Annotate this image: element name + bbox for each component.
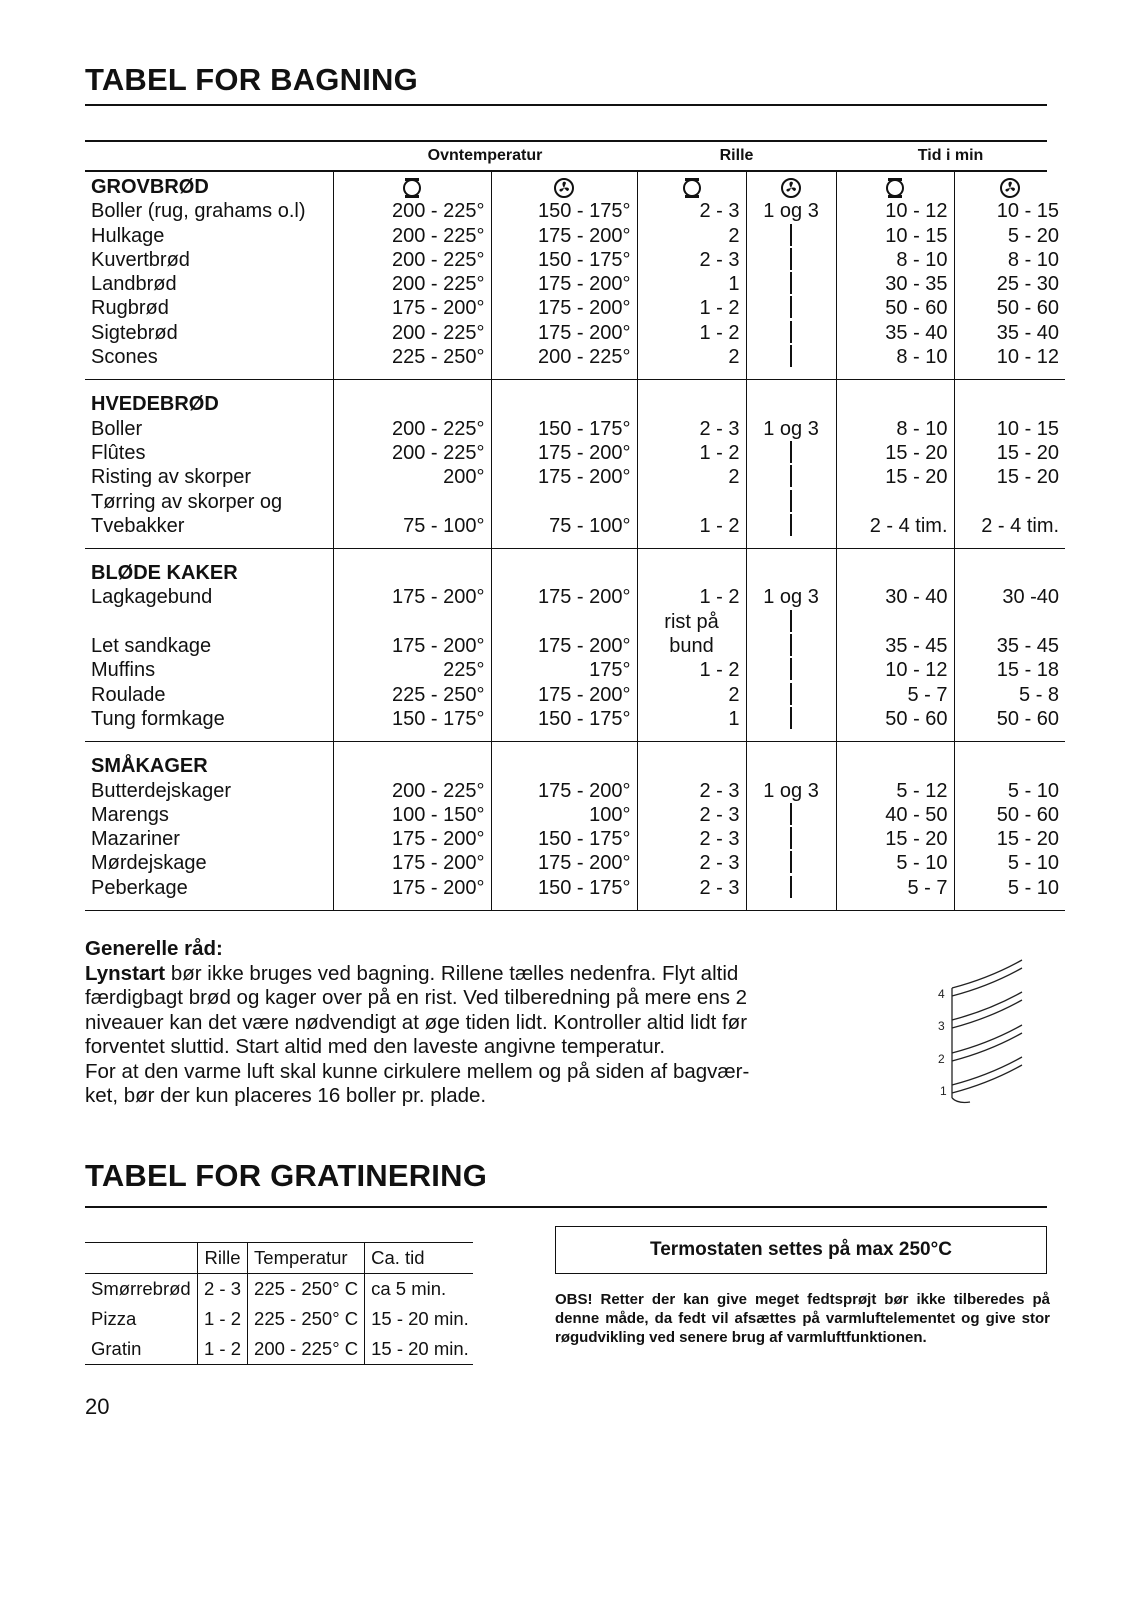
continuation-bar [790, 707, 792, 729]
fan-heat-icon [780, 176, 802, 200]
cell-m1: 5 - 12 [896, 779, 948, 802]
cell-name: Kuvertbrød [91, 248, 190, 271]
cell-name [91, 610, 327, 634]
continuation-bar [790, 224, 792, 246]
cell-name: Roulade [91, 683, 166, 706]
cell-t1: 200 - 225° [391, 248, 485, 271]
cell-name: Muffins [91, 659, 156, 682]
cell-t1: 200 - 225° [391, 321, 485, 344]
spacer [498, 754, 631, 778]
cell-name: Landbrød [91, 273, 177, 296]
continuation-bar [790, 345, 792, 367]
advice-line-5: For at den varme luft skal kunne cirkulere mellem og på siden af bagvær- [85, 1059, 750, 1083]
cell-t2: 175 - 200° [538, 683, 631, 706]
cell-name: Flûtes [91, 441, 146, 464]
continuation-bar [790, 514, 792, 536]
category-name: BLØDE KAKER [91, 562, 238, 585]
cell-m2: 10 - 15 [996, 200, 1060, 223]
advice-line-1: bør ikke bruges ved bagning. Rillene tælles nedenfra. Flyt altid [165, 961, 739, 985]
gratin-cell: Rille [198, 1243, 248, 1274]
cell-r1: bund [669, 635, 714, 658]
spacer [753, 754, 830, 778]
section-2 [85, 549, 1065, 742]
cell-t1: 225 - 250° [391, 346, 485, 369]
advice-line-3: niveauer kan det være nødvendigt at øge tiden lidt. Kontroller altid lidt før [85, 1010, 748, 1034]
conventional-heat-icon [681, 176, 703, 200]
cell-name: Boller [91, 417, 143, 440]
cell-t1 [340, 610, 485, 634]
gratin-header-row [85, 1243, 473, 1274]
cell-t1: 150 - 175° [391, 707, 485, 730]
cell-name: Marengs [91, 803, 169, 826]
spacer [644, 561, 740, 585]
spacer [753, 561, 830, 585]
cell-m2 [961, 610, 1060, 634]
shelf-label-3: 3 [938, 1019, 945, 1033]
conventional-heat-icon [401, 176, 423, 200]
cell-r1: 2 [728, 466, 740, 489]
spacer [961, 392, 1060, 416]
cell-t1: 200 - 225° [391, 200, 485, 223]
cell-t1: 225° [443, 659, 485, 682]
conventional-heat-icon [884, 176, 906, 200]
baking-header-row [85, 141, 1065, 171]
spacer [843, 561, 948, 585]
cell-r2 [753, 321, 830, 345]
continuation-bar [790, 272, 792, 294]
cell-r2 [753, 224, 830, 248]
gratin-cell [85, 1243, 198, 1274]
cell-r2 [753, 296, 830, 320]
cell-t2 [498, 490, 631, 514]
continuation-bar [790, 610, 792, 632]
cell-t2: 175 - 200° [538, 273, 631, 296]
cell-r1: 1 - 2 [699, 297, 740, 320]
gratin-row [85, 1274, 473, 1305]
cell-r2 [753, 610, 830, 634]
spacer [644, 392, 740, 416]
continuation-bar [790, 876, 792, 898]
cell-r2 [753, 441, 830, 465]
section-1 [85, 380, 1065, 549]
cell-name: Scones [91, 346, 158, 369]
cell-m2: 5 - 20 [1007, 224, 1060, 247]
baking-table [85, 141, 1065, 911]
baking-title: TABEL FOR BAGNING [85, 62, 418, 97]
cell-name: Mørdejskage [91, 852, 207, 875]
cell-m1: 10 - 12 [885, 659, 948, 682]
cell-m1: 35 - 40 [885, 321, 948, 344]
cell-t2: 150 - 175° [538, 828, 631, 851]
gratin-title-rule [85, 1206, 1047, 1208]
section-0 [85, 171, 1065, 380]
spacer [340, 392, 485, 416]
cell-r2 [753, 490, 830, 514]
cell-name: Butterdejskager [91, 779, 232, 802]
cell-t2: 100° [589, 803, 631, 826]
cell-r2 [753, 707, 830, 731]
spacer [340, 754, 485, 778]
cell-m2: 50 - 60 [996, 707, 1060, 730]
spacer [498, 561, 631, 585]
cell-m1: 10 - 12 [885, 200, 948, 223]
cell-m2: 35 - 40 [996, 321, 1060, 344]
cell-t1 [340, 490, 485, 514]
gratin-cell: Gratin [85, 1334, 198, 1365]
spacer [843, 754, 948, 778]
continuation-bar [790, 827, 792, 849]
cell-t2: 175 - 200° [538, 297, 631, 320]
cell-r1: 2 - 3 [699, 803, 740, 826]
obs-note: OBS! Retter der kan give meget fedtsprøjt bør ikke tilberedes på denne måde, da fedt vil afsættes på varmluftelementet og give stor røgudvikling ved senere brug af varmluftfunktionen. [555, 1291, 1050, 1346]
continuation-bar [790, 634, 792, 656]
cell-name: Risting av skorper [91, 466, 252, 489]
cell-m2: 15 - 20 [996, 828, 1060, 851]
cell-m2: 50 - 60 [996, 297, 1060, 320]
cell-r2 [753, 345, 830, 369]
cell-r2 [753, 634, 830, 658]
cell-r1: 1 [728, 273, 740, 296]
cell-r2 [753, 876, 830, 900]
cell-t1: 200 - 225° [391, 224, 485, 247]
cell-r2: 1 og 3 [763, 200, 819, 223]
cell-r1: 2 - 3 [699, 779, 740, 802]
continuation-bar [790, 683, 792, 705]
cell-r2: 1 og 3 [763, 417, 819, 440]
cell-t1: 75 - 100° [403, 514, 485, 537]
cell-r2: 1 og 3 [763, 779, 819, 802]
cell-name: Rugbrød [91, 297, 169, 320]
cell-m1: 30 - 40 [885, 586, 948, 609]
gratin-cell: 200 - 225° C [248, 1334, 365, 1365]
cell-t1: 175 - 200° [391, 852, 485, 875]
cell-t2: 150 - 175° [538, 876, 631, 899]
section-3 [85, 742, 1065, 911]
cell-t2: 200 - 225° [538, 346, 631, 369]
column-icon [753, 175, 830, 199]
cell-m1: 35 - 45 [885, 635, 948, 658]
gratin-cell: 1 - 2 [198, 1304, 248, 1334]
gratin-cell: 2 - 3 [198, 1274, 248, 1305]
gratin-cell: Ca. tid [365, 1243, 473, 1274]
cell-t1: 175 - 200° [391, 586, 485, 609]
cell-r1: 1 - 2 [699, 514, 740, 537]
cell-m2: 8 - 10 [1007, 248, 1060, 271]
gratin-cell: 15 - 20 min. [365, 1334, 473, 1365]
cell-t2 [498, 610, 631, 634]
fan-heat-icon [553, 176, 575, 200]
spacer [644, 754, 740, 778]
cell-r2: 1 og 3 [763, 586, 819, 609]
gratin-row [85, 1334, 473, 1365]
cell-t2: 150 - 175° [538, 417, 631, 440]
gratin-table [85, 1242, 473, 1365]
cell-r2 [753, 514, 830, 538]
header-rille: Rille [719, 147, 754, 164]
cell-t1: 200 - 225° [391, 273, 485, 296]
continuation-bar [790, 851, 792, 873]
gratin-cell: 225 - 250° C [248, 1274, 365, 1305]
cell-m1: 15 - 20 [885, 466, 948, 489]
shelf-label-1: 1 [940, 1084, 947, 1098]
cell-m2: 35 - 45 [996, 635, 1060, 658]
cell-t2: 150 - 175° [538, 200, 631, 223]
cell-r1: 2 [728, 224, 740, 247]
cell-m2: 5 - 8 [1019, 683, 1060, 706]
column-icon [644, 175, 740, 199]
cell-m1: 2 - 4 tim. [869, 514, 948, 537]
cell-m1: 40 - 50 [885, 803, 948, 826]
cell-t1: 200 - 225° [391, 441, 485, 464]
advice-lead: Lynstart [85, 961, 166, 985]
column-icon [961, 175, 1060, 199]
general-advice [85, 937, 845, 1109]
header-underline [85, 170, 1047, 172]
column-icon [498, 175, 631, 199]
cell-m1: 8 - 10 [896, 346, 948, 369]
category-name: SMÅKAGER [91, 755, 208, 778]
cell-t2: 150 - 175° [538, 707, 631, 730]
gratin-cell: 225 - 250° C [248, 1304, 365, 1334]
cell-r2 [753, 827, 830, 851]
cell-name: Sigtebrød [91, 321, 178, 344]
continuation-bar [790, 465, 792, 487]
header-time: Tid i min [917, 147, 984, 164]
cell-name: Peberkage [91, 876, 188, 899]
cell-t1: 175 - 200° [391, 635, 485, 658]
cell-t1: 175 - 200° [391, 876, 485, 899]
continuation-bar [790, 490, 792, 512]
cell-r2 [753, 803, 830, 827]
cell-m1: 8 - 10 [896, 248, 948, 271]
cell-r2 [753, 248, 830, 272]
spacer [340, 561, 485, 585]
cell-m2: 15 - 20 [996, 466, 1060, 489]
advice-line-2: færdigbagt brød og kager over på en rist. Ved tilberedning på mere ens 2 [85, 986, 748, 1009]
spacer [498, 392, 631, 416]
shelf-label-2: 2 [938, 1052, 945, 1066]
cell-m1: 5 - 10 [896, 852, 948, 875]
advice-text [85, 962, 845, 1109]
cell-t1: 100 - 150° [391, 803, 485, 826]
cell-m2: 15 - 20 [996, 441, 1060, 464]
continuation-bar [790, 658, 792, 680]
cell-r2 [753, 658, 830, 682]
cell-t2: 175 - 200° [538, 852, 631, 875]
column-icon [843, 175, 948, 199]
spacer [753, 392, 830, 416]
gratin-title: TABEL FOR GRATINERING [85, 1158, 488, 1193]
cell-m2: 5 - 10 [1007, 779, 1060, 802]
gratin-cell: Smørrebrød [91, 1278, 191, 1299]
cell-m1 [843, 490, 948, 514]
gratin-row [85, 1304, 473, 1334]
cell-t1: 225 - 250° [391, 683, 485, 706]
continuation-bar [790, 248, 792, 270]
cell-r1: 2 - 3 [699, 828, 740, 851]
cell-m2: 5 - 10 [1007, 876, 1060, 899]
cell-m1: 50 - 60 [885, 297, 948, 320]
cell-r2 [753, 465, 830, 489]
continuation-bar [790, 296, 792, 318]
cell-t1: 200 - 225° [391, 417, 485, 440]
cell-t2: 175 - 200° [538, 441, 631, 464]
continuation-bar [790, 321, 792, 343]
cell-m1: 30 - 35 [885, 273, 948, 296]
shelf-label-4: 4 [938, 987, 945, 1001]
cell-t1: 200° [443, 466, 485, 489]
cell-m2: 15 - 18 [996, 659, 1060, 682]
cell-r1: 2 - 3 [699, 876, 740, 899]
cell-m1: 15 - 20 [885, 441, 948, 464]
cell-t1: 175 - 200° [391, 828, 485, 851]
cell-r1: 2 [728, 346, 740, 369]
cell-m1: 5 - 7 [907, 876, 948, 899]
advice-heading: Generelle råd: [85, 937, 223, 960]
cell-r1: 1 - 2 [699, 659, 740, 682]
gratin-cell: 1 - 2 [198, 1334, 248, 1365]
cell-name: Lagkagebund [91, 586, 213, 609]
cell-r1: 1 - 2 [699, 586, 740, 609]
oven-shelf-diagram [930, 958, 1030, 1108]
cell-m2: 10 - 15 [996, 417, 1060, 440]
cell-r1: 2 [728, 683, 740, 706]
cell-r1: 1 - 2 [699, 441, 740, 464]
cell-name: Let sandkage [91, 635, 212, 658]
advice-line-4: forventet sluttid. Start altid med den laveste angivne temperatur. [85, 1035, 666, 1058]
cell-t2: 150 - 175° [538, 248, 631, 271]
cell-m2: 30 -40 [1002, 586, 1060, 609]
cell-m2: 25 - 30 [996, 273, 1060, 296]
cell-m2: 50 - 60 [996, 803, 1060, 826]
cell-m2: 2 - 4 tim. [981, 514, 1060, 537]
fan-heat-icon [999, 176, 1021, 200]
cell-m1: 10 - 15 [885, 224, 948, 247]
gratin-cell: 15 - 20 min. [365, 1304, 473, 1334]
cell-name: Tung formkage [91, 707, 225, 730]
gratin-cell: ca 5 min. [365, 1274, 473, 1305]
spacer [961, 754, 1060, 778]
cell-name: Boller (rug, grahams o.l) [91, 200, 306, 223]
continuation-bar [790, 441, 792, 463]
cell-m1: 15 - 20 [885, 828, 948, 851]
cell-r1: 2 - 3 [699, 200, 740, 223]
spacer [961, 561, 1060, 585]
cell-r2 [753, 683, 830, 707]
cell-m2: 10 - 12 [996, 346, 1060, 369]
header-oven-temperature: Ovntemperatur [427, 147, 543, 164]
page-number: 20 [85, 1394, 110, 1419]
spacer [843, 392, 948, 416]
cell-m1: 8 - 10 [896, 417, 948, 440]
gratin-cell: Pizza [91, 1308, 137, 1329]
continuation-bar [790, 803, 792, 825]
cell-name: Mazariner [91, 828, 180, 851]
cell-r1: 1 - 2 [699, 321, 740, 344]
cell-t1: 200 - 225° [391, 779, 485, 802]
cell-t2: 175 - 200° [538, 466, 631, 489]
cell-m1 [843, 610, 948, 634]
cell-r1: 2 - 3 [699, 248, 740, 271]
category-name: HVEDEBRØD [91, 393, 219, 416]
cell-t2: 175° [589, 659, 631, 682]
cell-name: Hulkage [91, 224, 165, 247]
cell-t2: 175 - 200° [538, 321, 631, 344]
cell-m1: 5 - 7 [907, 683, 948, 706]
cell-r1: 1 [728, 707, 740, 730]
title-rule [85, 104, 1047, 106]
cell-t2: 175 - 200° [538, 224, 631, 247]
cell-r1 [644, 490, 740, 514]
cell-name: Tvebakker [91, 514, 185, 537]
cell-t2: 175 - 200° [538, 586, 631, 609]
cell-t2: 75 - 100° [549, 514, 631, 537]
cell-r1: rist på [664, 610, 719, 633]
cell-name: Tørring av skorper og [91, 490, 283, 513]
gratin-cell: Temperatur [248, 1243, 365, 1274]
column-icon [340, 175, 485, 199]
category-name: GROVBRØD [91, 176, 209, 198]
cell-r1: 2 - 3 [699, 852, 740, 875]
cell-m2 [961, 490, 1060, 514]
cell-r1: 2 - 3 [699, 417, 740, 440]
cell-m1: 50 - 60 [885, 707, 948, 730]
cell-r2 [753, 272, 830, 296]
cell-t2: 175 - 200° [538, 635, 631, 658]
advice-line-6: ket, bør der kun placeres 16 boller pr. plade. [85, 1084, 487, 1107]
thermostat-box: Termostaten settes på max 250°C [555, 1226, 1047, 1274]
cell-r2 [753, 851, 830, 875]
cell-t1: 175 - 200° [391, 297, 485, 320]
cell-t2: 175 - 200° [538, 779, 631, 802]
cell-m2: 5 - 10 [1007, 852, 1060, 875]
